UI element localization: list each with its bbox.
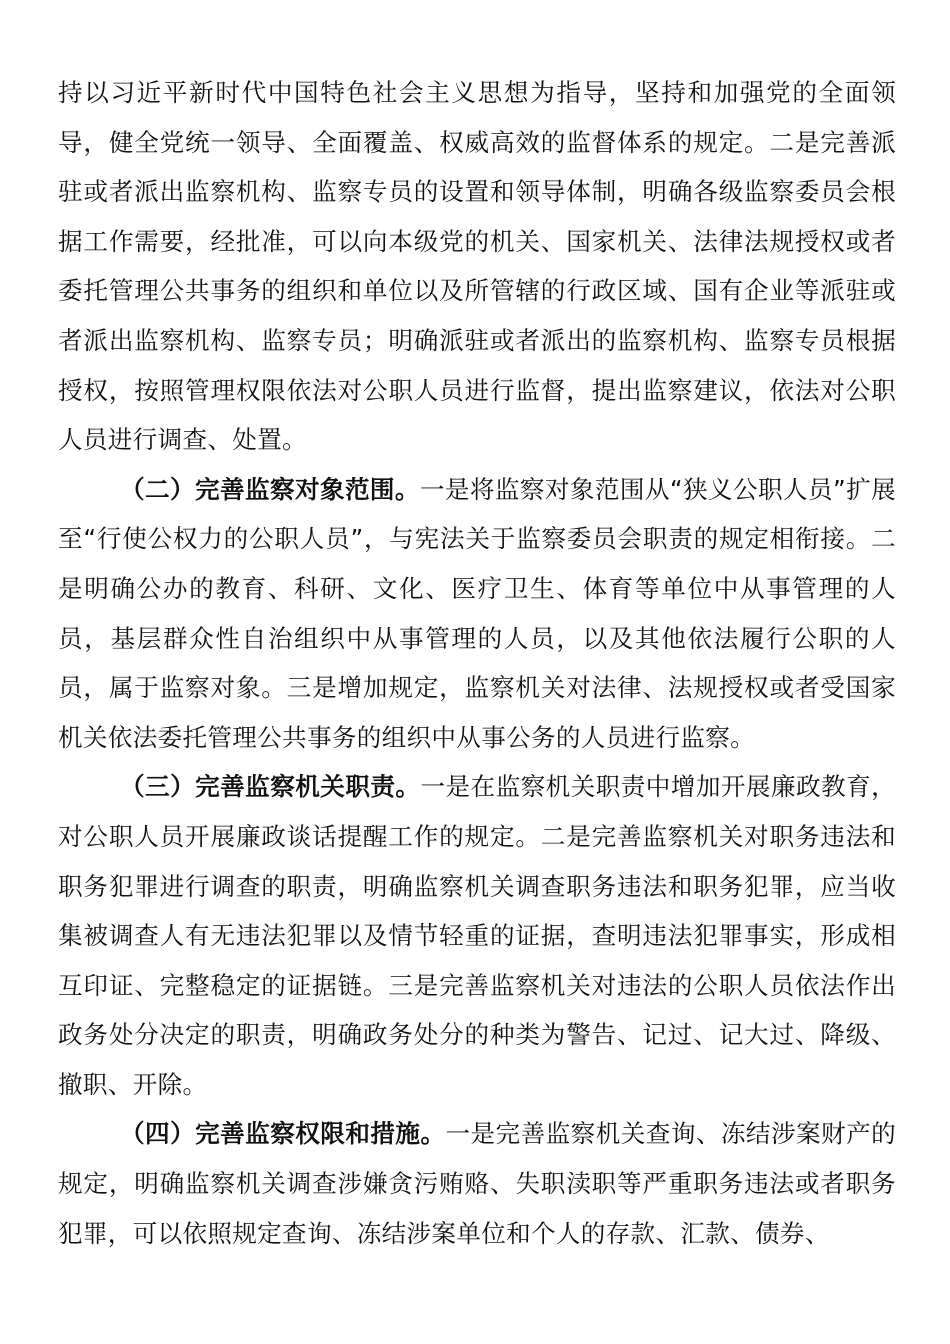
paragraph-continuation	[58, 68, 896, 465]
section-heading: （三）完善监察机关职责。	[120, 772, 421, 802]
paragraph-section-2	[58, 465, 896, 763]
paragraph-body: 一是完善监察机关查询、冻结涉案财产的规定，明确监察机关调查涉嫌贪污贿赂、失职渎职等严重职务违法或者职务犯罪，可以依照规定查询、冻结涉案单位和个人的存款、汇款、债券、	[58, 1119, 896, 1248]
document-body	[58, 68, 896, 1258]
paragraph-section-3	[58, 762, 896, 1109]
paragraph-section-4	[58, 1109, 896, 1258]
paragraph-body: 一是在监察机关职责中增加开展廉政教育，对公职人员开展廉政谈话提醒工作的规定。二是完善监察机关对职务违法和职务犯罪进行调查的职责，明确监察机关调查职务违法和职务犯罪，应当收集被调查人有无违法犯罪以及情节轻重的证据，查明违法犯罪事实，形成相互印证、完整稳定的证据链。三是完善监察机关对违法的公职人员依法作出政务处分决定的职责，明确政务处分的种类为警告、记过、记大过、降级、撤职、开除。	[58, 772, 897, 1099]
section-heading: （四）完善监察权限和措施。	[120, 1119, 446, 1149]
paragraph-body: 一是将监察对象范围从“狭义公职人员”扩展至“行使公权力的公职人员”，与宪法关于监察委员会职责的规定相衔接。二是明确公办的教育、科研、文化、医疗卫生、体育等单位中从事管理的人员，基层群众性自治组织中从事管理的人员，以及其他依法履行公职的人员，属于监察对象。三是增加规定，监察机关对法律、法规授权或者受国家机关依法委托管理公共事务的组织中从事公务的人员进行监察。	[58, 474, 897, 752]
paragraph-body: 持以习近平新时代中国特色社会主义思想为指导，坚持和加强党的全面领导，健全党统一领导、全面覆盖、权威高效的监督体系的规定。二是完善派驻或者派出监察机构、监察专员的设置和领导体制，明确各级监察委员会根据工作需要，经批准，可以向本级党的机关、国家机关、法律法规授权或者委托管理公共事务的组织和单位以及所管辖的行政区域、国有企业等派驻或者派出监察机构、监察专员；明确派驻或者派出的监察机构、监察专员根据授权，按照管理权限依法对公职人员进行监督，提出监察建议，依法对公职人员进行调查、处置。	[58, 78, 896, 455]
section-heading: （二）完善监察对象范围。	[120, 474, 420, 504]
